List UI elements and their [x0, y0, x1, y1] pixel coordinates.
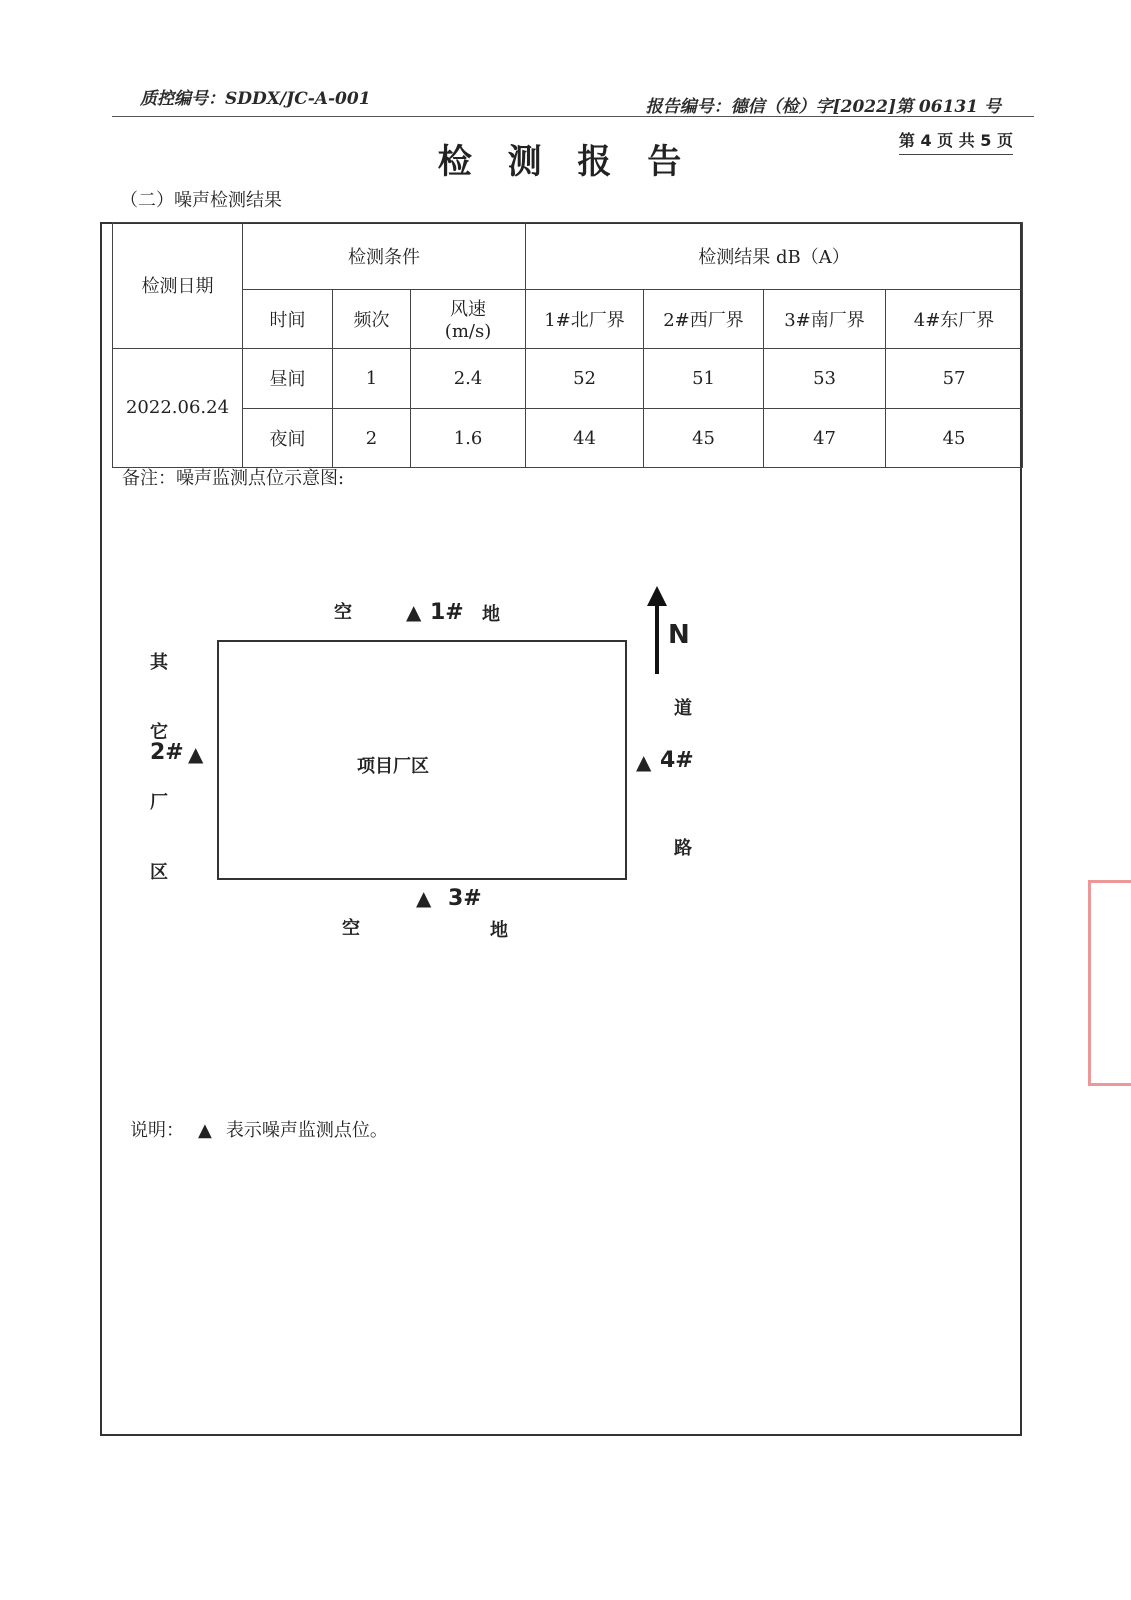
cell-point-1: 52 [526, 348, 644, 409]
header-conditions: 检测条件 [243, 223, 526, 290]
header-wind-unit: (m/s) [444, 321, 492, 343]
cell-point-2: 45 [644, 409, 764, 468]
page-title: 检 测 报 告 [437, 142, 694, 182]
triangle-marker-icon: ▲ [416, 886, 432, 910]
compass-north: N [668, 620, 690, 650]
south-label-left: 空 [342, 918, 360, 939]
section-title: （二）噪声检测结果 [120, 190, 282, 211]
header-wind-speed [411, 289, 526, 348]
south-label-right: 地 [490, 920, 508, 941]
cell-point-2: 51 [644, 348, 764, 409]
cell-wind: 2.4 [411, 348, 526, 409]
header-frequency: 频次 [333, 289, 411, 348]
header-time: 时间 [243, 289, 333, 348]
header-point-2: 2#西厂界 [644, 289, 764, 348]
east-label-top: 道 [674, 698, 692, 719]
cell-frequency: 1 [333, 348, 411, 409]
cell-point-4: 45 [886, 409, 1023, 468]
west-label-4: 区 [150, 862, 168, 883]
monitoring-diagram [100, 560, 800, 980]
west-label-2: 它 [150, 722, 168, 743]
north-arrow-icon [645, 584, 669, 676]
page-info: 第 4 页 共 5 页 [899, 128, 1013, 155]
west-label-1: 其 [150, 652, 168, 673]
header-date: 检测日期 [113, 223, 243, 349]
cell-date: 2022.06.24 [113, 348, 243, 467]
triangle-marker-icon: ▲ [406, 600, 422, 624]
noise-results-table [112, 222, 1023, 468]
cell-wind: 1.6 [411, 409, 526, 468]
legend [130, 1116, 388, 1142]
header-point-4: 4#东厂界 [886, 289, 1023, 348]
header-wind-label: 风速 [450, 299, 486, 321]
project-area-box [217, 640, 627, 880]
cell-time: 昼间 [243, 348, 333, 409]
report-number: 报告编号：德信（检）字[2022]第 06131 号 [645, 97, 1001, 117]
cell-point-1: 44 [526, 409, 644, 468]
header-results: 检测结果 dB（A） [526, 223, 1023, 290]
project-area-label: 项目厂区 [357, 756, 429, 777]
qc-number: 质控编号：SDDX/JC-A-001 [140, 89, 371, 109]
legend-prefix: 说明： [130, 1120, 184, 1141]
cell-frequency: 2 [333, 409, 411, 468]
point-2-label: 2# [150, 740, 184, 765]
legend-text: 表示噪声监测点位。 [225, 1120, 388, 1141]
point-4-label: 4# [660, 748, 694, 773]
header-point-1: 1#北厂界 [526, 289, 644, 348]
cell-point-3: 53 [764, 348, 886, 409]
north-label-right: 地 [482, 604, 500, 625]
cell-time: 夜间 [243, 409, 333, 468]
cell-point-3: 47 [764, 409, 886, 468]
triangle-marker-icon: ▲ [636, 750, 652, 774]
note-text: 备注：噪声监测点位示意图: [122, 468, 345, 489]
seal-stamp [1088, 880, 1131, 1086]
triangle-marker-icon: ▲ [198, 1120, 212, 1141]
cell-point-4: 57 [886, 348, 1023, 409]
header-divider [112, 116, 1034, 117]
north-label-left: 空 [334, 602, 352, 623]
west-label-3: 厂 [150, 792, 168, 813]
point-3-label: 3# [448, 886, 482, 911]
east-label-bottom: 路 [674, 838, 692, 859]
header-point-3: 3#南厂界 [764, 289, 886, 348]
point-1-label: 1# [430, 600, 464, 625]
triangle-marker-icon: ▲ [188, 742, 204, 766]
